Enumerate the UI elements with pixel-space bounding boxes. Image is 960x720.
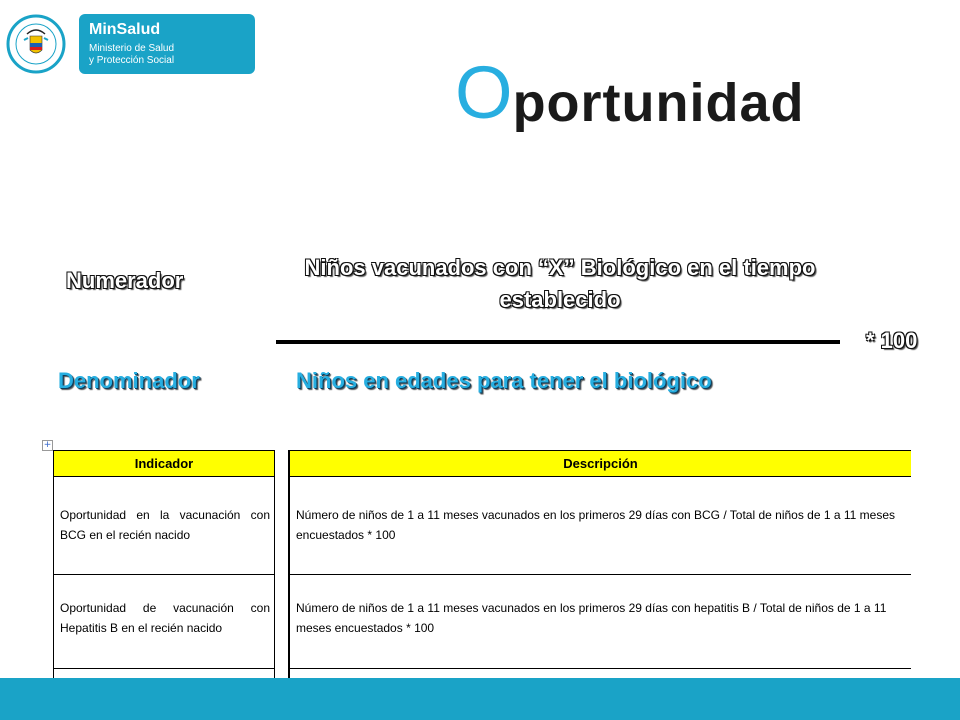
numerator-text: Niños vacunados con “X” Biológico en el tiempo establecido bbox=[304, 255, 816, 312]
footer-bar bbox=[0, 678, 960, 720]
column-gap bbox=[274, 450, 289, 678]
colombia-seal-icon bbox=[6, 14, 74, 74]
indicator-cell: Oportunidad en la vacunación con BCG en el recién nacido bbox=[60, 508, 270, 542]
description-column bbox=[289, 450, 911, 678]
page-title bbox=[455, 50, 805, 135]
row-divider bbox=[290, 574, 911, 575]
indicator-column bbox=[53, 450, 275, 678]
title-rest: portunidad bbox=[512, 73, 805, 133]
fraction-line bbox=[276, 340, 840, 344]
logo-text-box bbox=[79, 14, 255, 74]
logo-brand: MinSalud bbox=[89, 21, 161, 38]
indicator-cell: Oportunidad de vacunación con Hepatitis B en el recién nacido bbox=[60, 601, 270, 635]
header-indicador: Indicador bbox=[54, 450, 274, 477]
logo-subtitle-2: y Protección Social bbox=[89, 55, 175, 66]
row-divider bbox=[54, 668, 274, 669]
indicator-table bbox=[53, 450, 911, 678]
denominator-text: Niños en edades para tener el biológico bbox=[296, 368, 712, 393]
minsalud-logo bbox=[6, 14, 250, 74]
description-cell: Número de niños de 1 a 11 meses vacunados en los primeros 29 días con BCG / Total de niños de 1 a 11 meses encuestados * 100 bbox=[296, 508, 896, 542]
multiplier: * 100 bbox=[866, 328, 918, 353]
title-first-letter: O bbox=[455, 51, 513, 134]
row-divider bbox=[290, 668, 911, 669]
numerator-label: Numerador bbox=[66, 268, 184, 293]
logo-subtitle-1: Ministerio de Salud bbox=[89, 43, 175, 54]
header-descripcion: Descripción bbox=[290, 450, 911, 477]
description-cell: Número de niños de 1 a 11 meses vacunados en los primeros 29 días con hepatitis B / Total de niños de 1 a 11 meses encuestados * 100 bbox=[296, 601, 887, 635]
row-divider bbox=[54, 574, 274, 575]
move-handle-icon[interactable]: + bbox=[43, 440, 52, 450]
denominator-label: Denominador bbox=[58, 368, 200, 393]
